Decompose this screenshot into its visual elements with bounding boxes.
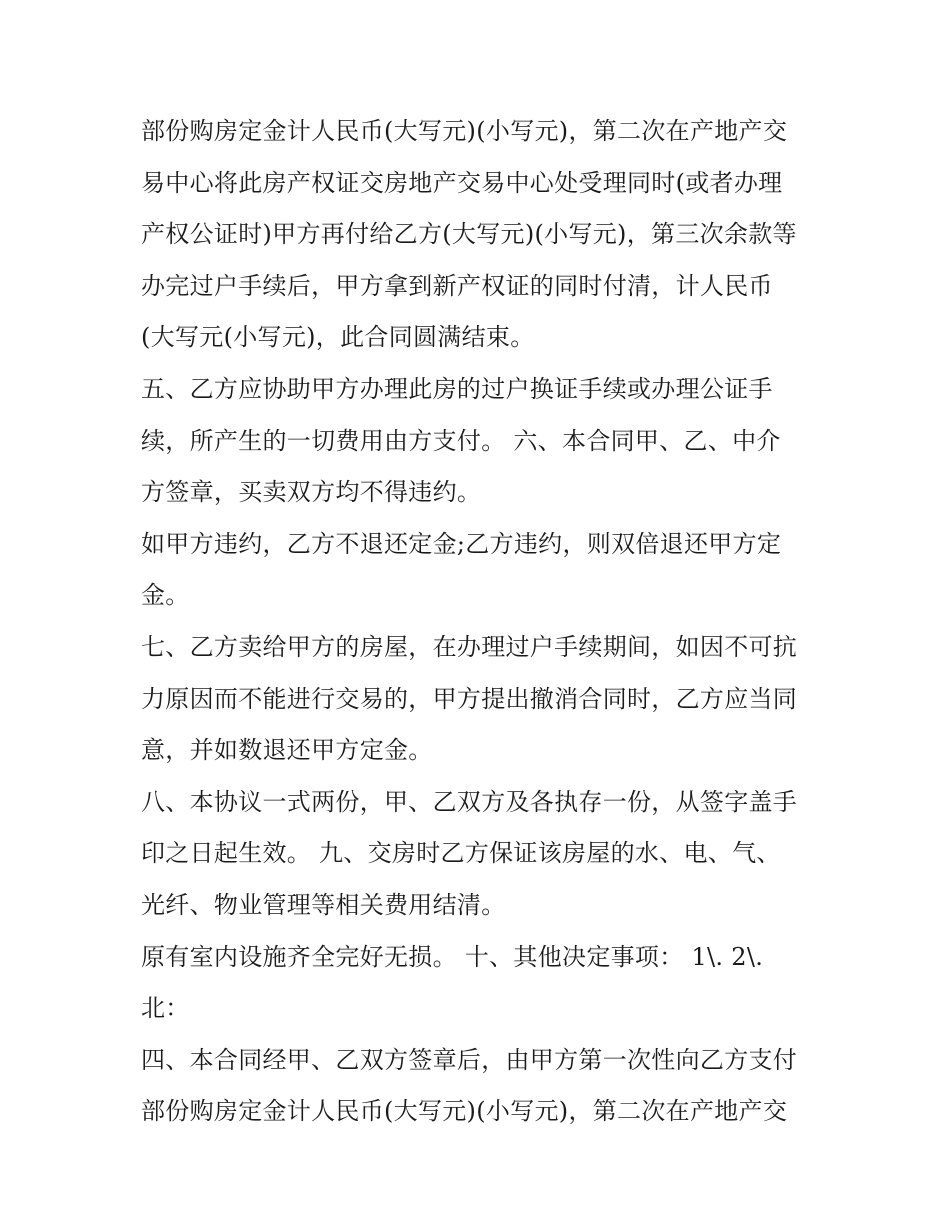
text-line: 部份购房定金计人民币(大写元)(小写元)，第二次在产地产交 (141, 1097, 788, 1126)
text-line: 八、本协议一式两份，甲、乙双方及各执存一份，从签字盖手 (141, 787, 798, 816)
text-line: 产权公证时)甲方再付给乙方(大写元)(小写元)，第三次余款等 (141, 220, 797, 249)
text-line: 七、乙方卖给甲方的房屋，在办理过户手续期间，如因不可抗 (141, 632, 798, 661)
text-line: 金。 (141, 581, 190, 610)
text-line: 部份购房定金计人民币(大写元)(小写元)，第二次在产地产交 (141, 117, 788, 145)
text-line: 如甲方违约，乙方不退还定金;乙方违约，则双倍退还甲方定 (141, 529, 782, 558)
text-line: (大写元(小写元)，此合同圆满结束。 (141, 323, 535, 352)
text-line: 办完过户手续后，甲方拿到新产权证的同时付清，计人民币 (141, 271, 773, 300)
text-line: 力原因而不能进行交易的，甲方提出撤消合同时，乙方应当同 (141, 684, 798, 713)
text-line: 四、本合同经甲、乙双方签章后，由甲方第一次性向乙方支付 (141, 1045, 798, 1074)
text-line: 易中心将此房产权证交房地产交易中心处受理同时(或者办理 (141, 168, 783, 197)
text-line: 原有室内设施齐全完好无损。 十、其他决定事项： 1\. 2\. (141, 942, 764, 971)
contract-text (141, 106, 821, 1138)
text-line: 方签章，买卖双方均不得违约。 (141, 478, 482, 507)
text-line: 光纤、物业管理等相关费用结清。 (141, 890, 506, 919)
text-line: 意，并如数退还甲方定金。 (141, 736, 433, 765)
text-line: 五、乙方应协助甲方办理此房的过户换证手续或办理公证手 (141, 374, 773, 403)
text-line: 印之日起生效。 九、交房时乙方保证该房屋的水、电、气、 (141, 839, 781, 868)
text-line: 北： (141, 994, 190, 1023)
text-line: 续，所产生的一切费用由方支付。 六、本合同甲、乙、中介 (141, 426, 781, 455)
